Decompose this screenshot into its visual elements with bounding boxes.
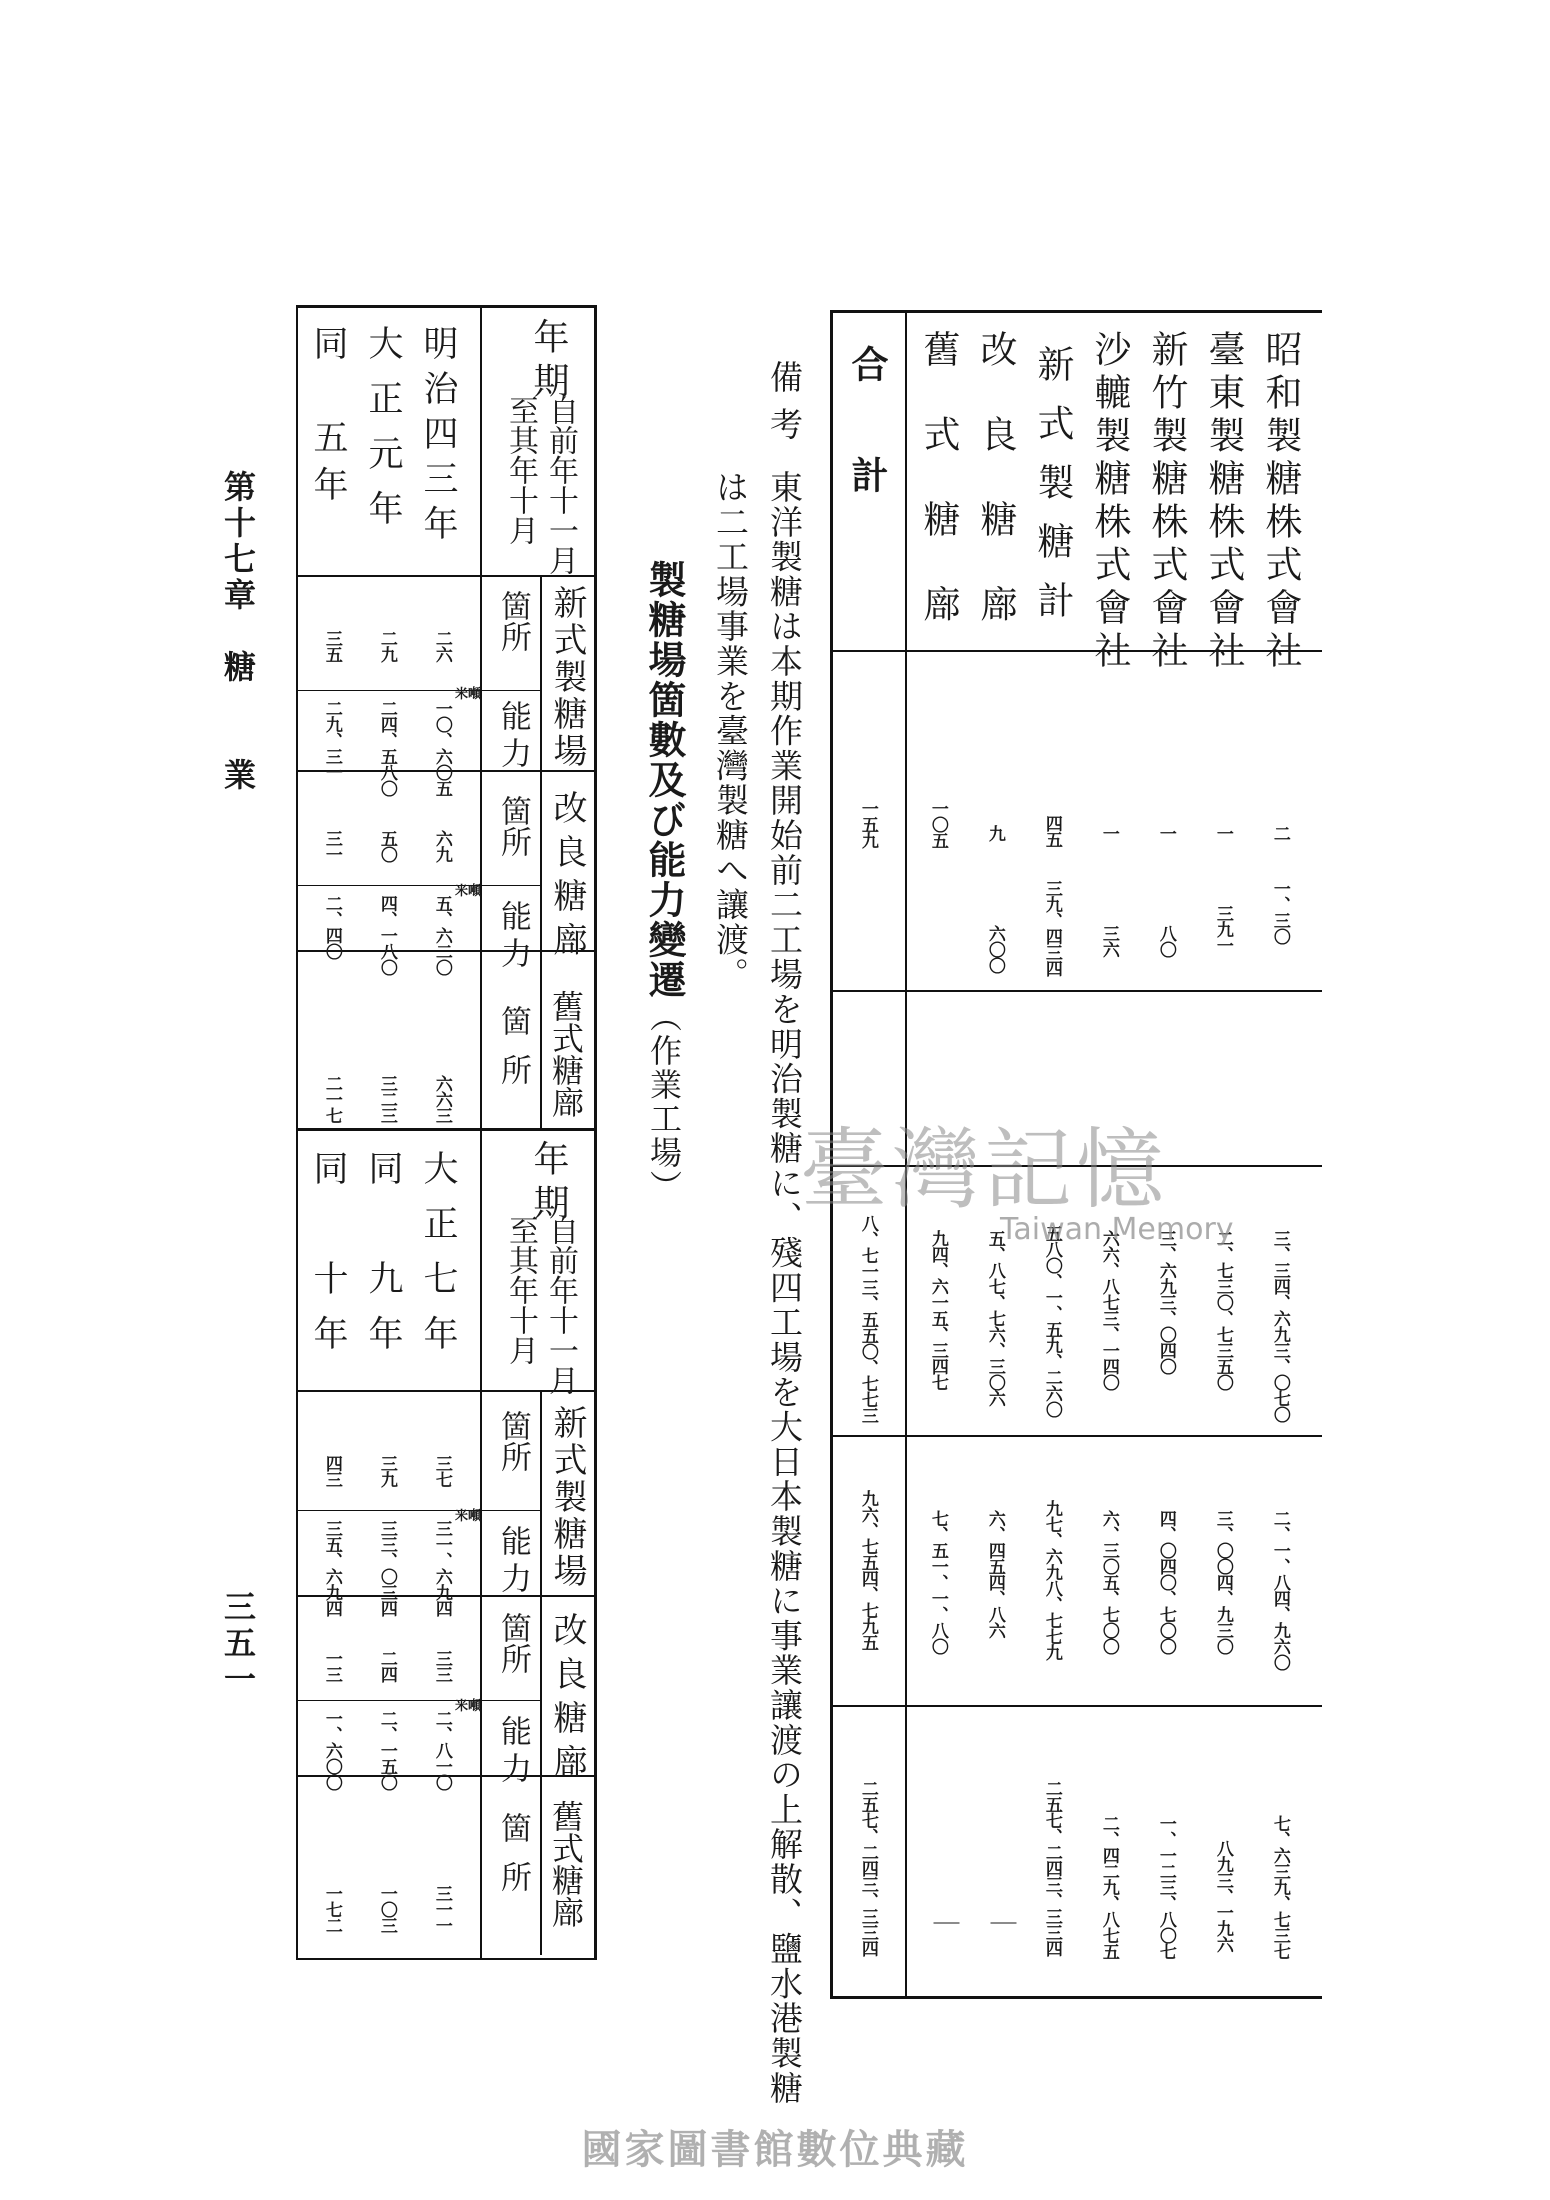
bottom-table-left-border [296,305,298,1960]
cell-value: 四、〇四〇、七〇〇 [1155,1510,1176,1654]
row-name: 新式製糖計 [1031,345,1074,640]
new-capacity: 三五、六九四 [321,1520,342,1616]
header-count: 箇所 [495,1612,531,1674]
improved-count: 二四 [376,1650,397,1682]
row-name: 沙轆製糖株式會社 [1088,330,1131,674]
total-value: 八、七一三、五五〇、七七三 [857,1215,878,1423]
section-subtitle: （作業工場） [645,1000,683,1204]
cell-value: 二、一、八四、九六〇 [1269,1510,1290,1670]
new-capacity: 三三、〇三四 [376,1520,397,1616]
cell-value: 三、〇〇四、九三〇 [1212,1510,1233,1654]
footer-text: 國家圖書館數位典藏 [581,2127,969,2173]
new-capacity: 一〇、六〇五 [431,700,452,796]
cell-value: 九四、六一五、三四七 [927,1230,948,1390]
improved-count: 三一 [321,830,342,862]
old-count: 一七二 [321,1885,342,1933]
period-header: 年期 [528,1140,569,1228]
half-divider [296,1128,596,1131]
cell-capacity: 三六 [1098,925,1119,957]
year-label: 同 九年 [363,1150,403,1370]
page-number: 三五一 [219,1590,257,1698]
cell-capacity: 三九、四三四 [1041,880,1062,976]
unit-label: 米噸 [455,1699,482,1714]
cell-value: 八九三、一九六 [1212,1840,1233,1952]
improved-capacity: 二、一五〇 [376,1710,397,1790]
unit-label: 米噸 [455,1509,482,1524]
improved-count: 五〇 [376,830,397,862]
improved-capacity: 二、八一〇 [431,1710,452,1790]
cell-count: 四五 [1041,815,1062,847]
period-sub-2: 至其年十月 [503,1215,538,1365]
col-line [296,1510,540,1511]
new-count: 二六 [431,630,452,662]
cell-value: 六、三〇五、七〇〇 [1098,1510,1119,1654]
cell-dash: ｜ [986,1910,1016,1936]
new-capacity: 二九、三一 [321,700,342,780]
year-label: 明治四三年 [418,325,458,550]
improved-capacity: 一、六〇〇 [321,1710,342,1790]
cell-dash: ｜ [929,1910,959,1936]
bottom-table-top-border [296,305,596,308]
unit-label: 米噸 [455,687,482,702]
new-count: 二九 [376,630,397,662]
cell-value: 七、六三九、七三七 [1269,1815,1290,1959]
total-value: 二五七、二四三、三三四 [857,1780,878,1956]
unit-label: 米噸 [455,884,482,899]
period-header: 年期 [528,318,569,406]
total-value: 九六、七五四、七九五 [857,1490,878,1650]
new-count: 三七 [431,1455,452,1487]
top-table-header-line [830,650,1322,652]
cell-capacity: 六〇〇 [984,925,1005,973]
col-line [296,885,540,886]
section-title: 製糖場箇數及び能力變遷 [642,560,687,1000]
watermark-logo: 臺灣記憶 [800,1118,1169,1221]
new-capacity: 三一、六九四 [431,1520,452,1616]
total-count: 一五九 [857,800,878,848]
row-name: 改良糖廍 [974,330,1017,670]
top-table-top-border [830,310,1322,313]
cell-count: 二 [1269,825,1290,841]
cell-value: 二、七三〇、七三五〇 [1212,1230,1233,1390]
improved-capacity: 五、六二〇 [431,895,452,975]
cell-value: 五、八七、七六、三〇六 [984,1230,1005,1406]
remark-line-2: は二工場事業を臺灣製糖へ讓渡。 [711,470,750,992]
cell-capacity: 三九一 [1212,905,1233,953]
old-count: 三二三 [376,1075,397,1123]
chapter-heading: 第十七章 糖 業 [219,470,257,794]
new-count: 三五 [321,630,342,662]
cell-capacity: 一、三〇 [1269,880,1290,944]
old-count: 六六三 [431,1075,452,1123]
cell-value: 三、六九三、〇四〇 [1155,1230,1176,1374]
sub-header-divider [540,1390,542,1955]
bottom-table-bottom-border [296,1958,596,1960]
remark-line-1: 東洋製糖は本期作業開始前二工場を明治製糖に、殘四工場を大日本製糖に事業讓渡の上解散、鹽水港製糖 [765,470,804,2106]
sub-header-divider [540,575,542,1130]
remark-label: 備考 [765,360,804,454]
improved-capacity: 四、一八〇 [376,895,397,975]
header-count: 箇所 [495,1812,531,1910]
cell-count: 一 [1155,825,1176,841]
period-sub-2: 至其年十月 [503,395,538,545]
period-sub-1: 自前年十一月 [543,395,578,575]
cell-value: 二五七、二四三、三三四 [1041,1780,1062,1956]
cell-count: 一 [1098,825,1119,841]
total-row-name: 合 計 [845,345,889,493]
header-new-mill: 新式製糖場 [547,1405,587,1590]
top-table-col-line [830,1435,1322,1437]
old-count: 三一一 [431,1885,452,1933]
header-capacity: 能力 [495,700,531,774]
col-line [296,690,540,691]
header-capacity: 能力 [495,900,531,974]
cell-value: 九七、六九八、七七九 [1041,1500,1062,1660]
new-count: 四三 [321,1455,342,1487]
cell-value: 二、四二九、八七五 [1098,1815,1119,1959]
row-name: 昭和製糖株式會社 [1259,330,1302,674]
top-table-bottom-border [830,1996,1322,1999]
header-old: 舊式糖廍 [547,990,585,1118]
period-sub-1: 自前年十一月 [543,1215,578,1395]
header-count: 箇所 [495,795,531,857]
old-count: 二一七 [321,1075,342,1123]
cell-value: 一、一二三、八〇七 [1155,1815,1176,1959]
row-name: 臺東製糖株式會社 [1202,330,1245,674]
improved-count: 六九 [431,830,452,862]
year-label: 同 五年 [308,325,348,513]
year-label: 同 十年 [308,1150,348,1370]
cell-value: 七、五一、一、八〇 [927,1510,948,1654]
header-count: 箇所 [495,1005,531,1103]
row-name: 新竹製糖株式會社 [1145,330,1188,674]
cell-count: 一 [1212,825,1233,841]
old-count: 一〇三 [376,1885,397,1933]
watermark-text: Taiwan Memory [1000,1212,1234,1247]
header-improved: 改良糖廍 [547,790,587,966]
header-count: 箇所 [495,1410,531,1472]
header-capacity: 能力 [495,1525,531,1599]
year-label: 大正元年 [363,325,403,545]
new-capacity: 二四、五八〇 [376,700,397,796]
improved-count: 三三 [431,1650,452,1682]
cell-value: 三、三四、六九三、〇七〇 [1269,1230,1290,1422]
header-count: 箇所 [495,590,531,652]
cell-value: 六六、八七三、一四〇 [1098,1230,1119,1390]
cell-value: 六、四五四、八六 [984,1510,1005,1638]
row-name: 舊式糖廍 [917,330,960,670]
top-table-col-line [830,1705,1322,1707]
improved-capacity: 二、四〇 [321,895,342,959]
year-label: 大正七年 [418,1150,458,1370]
col-line [296,1700,540,1701]
cell-capacity: 八〇 [1155,925,1176,957]
cell-value: 五八〇、一、五九、二六〇 [1041,1225,1062,1417]
header-new-mill: 新式製糖場 [547,585,587,770]
improved-count: 一三 [321,1650,342,1682]
header-capacity: 能力 [495,1715,531,1789]
header-old: 舊式糖廍 [547,1800,585,1928]
new-count: 三九 [376,1455,397,1487]
cell-count: 九 [984,825,1005,841]
cell-count: 一〇五 [927,800,948,848]
header-improved: 改良糖廍 [547,1612,587,1788]
top-table-col-line [830,990,1322,992]
bottom-table-right-border [594,305,597,1960]
col-line [296,575,596,577]
